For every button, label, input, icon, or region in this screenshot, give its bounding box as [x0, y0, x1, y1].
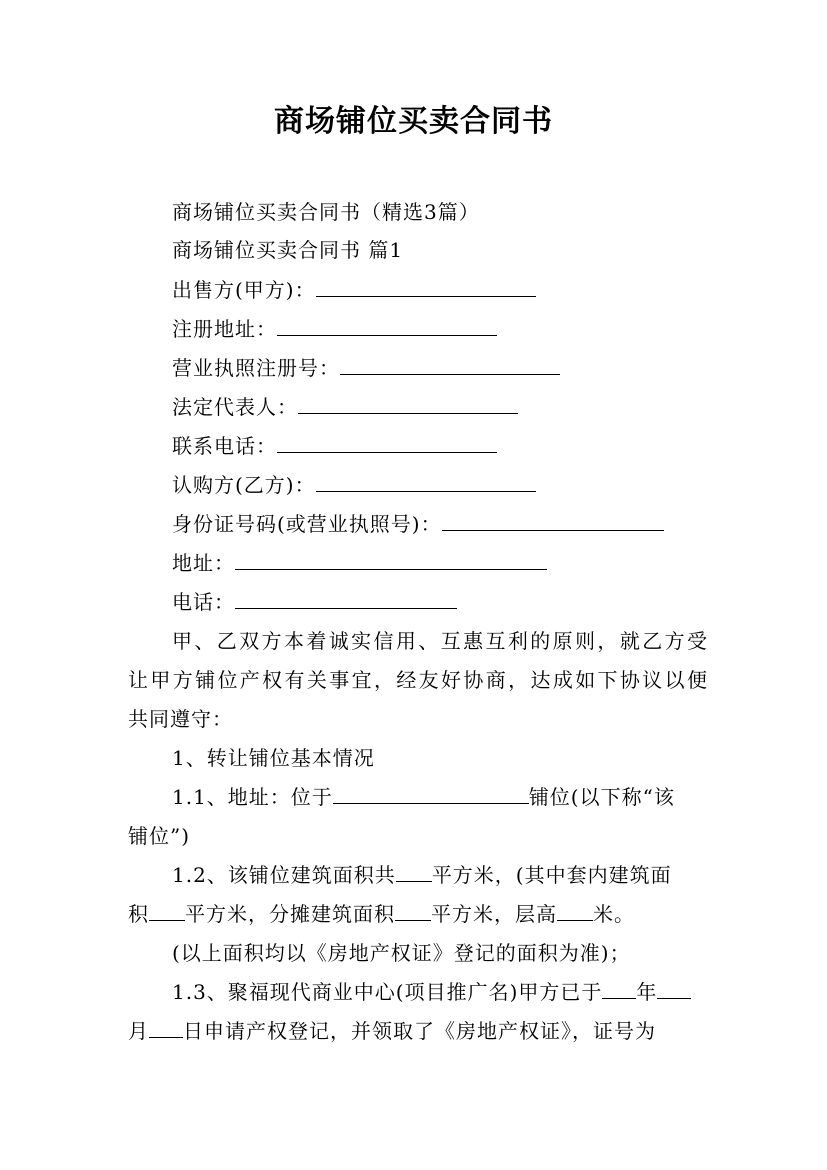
day-blank	[149, 1017, 183, 1038]
preamble-line-3: 共同遵守：	[128, 707, 233, 731]
contact-phone-field	[128, 432, 708, 460]
chapter-heading	[128, 236, 708, 264]
clause-1-3-line-1	[128, 978, 708, 1006]
legal-rep-field	[128, 393, 708, 421]
license-number-field	[128, 354, 708, 382]
seller-label: 出售方(甲方)：	[172, 278, 316, 302]
shared-area-blank	[395, 900, 431, 921]
legal-rep-label: 法定代表人：	[172, 395, 298, 419]
clause-1-3-label: 1.3、聚福现代商业中心(项目推广名)甲方已于	[172, 980, 603, 1004]
registered-address-field	[128, 315, 708, 343]
year-text: 年	[636, 980, 658, 1004]
id-number-label: 身份证号码(或营业执照号)：	[172, 512, 442, 536]
clause-1-2-text-c: 平方米，层高	[431, 902, 557, 926]
preamble-line-2: 让甲方铺位产权有关事宜，经友好协商，达成如下协议以便	[128, 668, 708, 692]
month-text: 月	[128, 1019, 149, 1043]
buyer-field	[128, 471, 708, 499]
registered-address-label: 注册地址：	[172, 317, 277, 341]
clause-1-1-line-1	[128, 783, 708, 811]
legal-rep-blank	[298, 393, 518, 414]
clause-1-2-note: (以上面积均以《房地产权证》登记的面积为准)；	[172, 941, 631, 965]
document-title: 商场铺位买卖合同书	[274, 104, 553, 139]
contact-phone-blank	[277, 432, 497, 453]
buyer-phone-label: 电话：	[172, 590, 235, 614]
clause-1-2-line-1	[128, 861, 708, 889]
buyer-address-field	[128, 549, 708, 577]
id-number-field	[128, 510, 708, 538]
month-blank-start	[657, 978, 691, 999]
preamble-line-1: 甲、乙双方本着诚实信用、互惠互利的原则，就乙方受	[172, 629, 708, 653]
clause-1-2-text-b: 平方米，分摊建筑面积	[185, 902, 395, 926]
license-number-label: 营业执照注册号：	[172, 356, 340, 380]
buyer-phone-field	[128, 588, 708, 616]
subtitle-line	[128, 198, 708, 226]
year-blank	[602, 978, 636, 999]
seller-blank	[316, 276, 536, 297]
section-1-heading: 1、转让铺位基本情况	[172, 746, 375, 770]
clause-1-2-text-a: 积	[128, 902, 149, 926]
clause-1-2-line-2	[128, 900, 708, 928]
clause-1-2-text-d: 米。	[593, 902, 635, 926]
seller-field	[128, 276, 708, 304]
license-number-blank	[340, 354, 560, 375]
shop-location-blank	[333, 783, 529, 804]
chapter-heading-text: 商场铺位买卖合同书 篇1	[172, 238, 404, 262]
clause-1-3-line-2	[128, 1017, 708, 1045]
clause-1-1-suffix: 铺位(以下称“该	[528, 785, 675, 809]
id-number-blank	[442, 510, 664, 531]
clause-1-2-label: 1.2、该铺位建筑面积共	[172, 863, 396, 887]
buyer-address-blank	[235, 549, 547, 570]
inner-area-blank	[149, 900, 185, 921]
clause-1-1-line-2: 铺位”)	[128, 824, 191, 848]
contact-phone-label: 联系电话：	[172, 434, 277, 458]
subtitle-text: 商场铺位买卖合同书（精选3篇）	[172, 200, 480, 224]
clause-1-3-text: 日申请产权登记，并领取了《房地产权证》，证号为	[183, 1019, 656, 1043]
registered-address-blank	[277, 315, 497, 336]
buyer-label: 认购方(乙方)：	[172, 473, 316, 497]
buyer-address-label: 地址：	[172, 551, 235, 575]
buyer-phone-blank	[235, 588, 457, 609]
floor-height-blank	[557, 900, 593, 921]
clause-1-2-suffix: 平方米，(其中套内建筑面	[431, 863, 672, 887]
total-area-blank	[396, 861, 432, 882]
buyer-blank	[316, 471, 536, 492]
clause-1-1-label: 1.1、地址：位于	[172, 785, 333, 809]
